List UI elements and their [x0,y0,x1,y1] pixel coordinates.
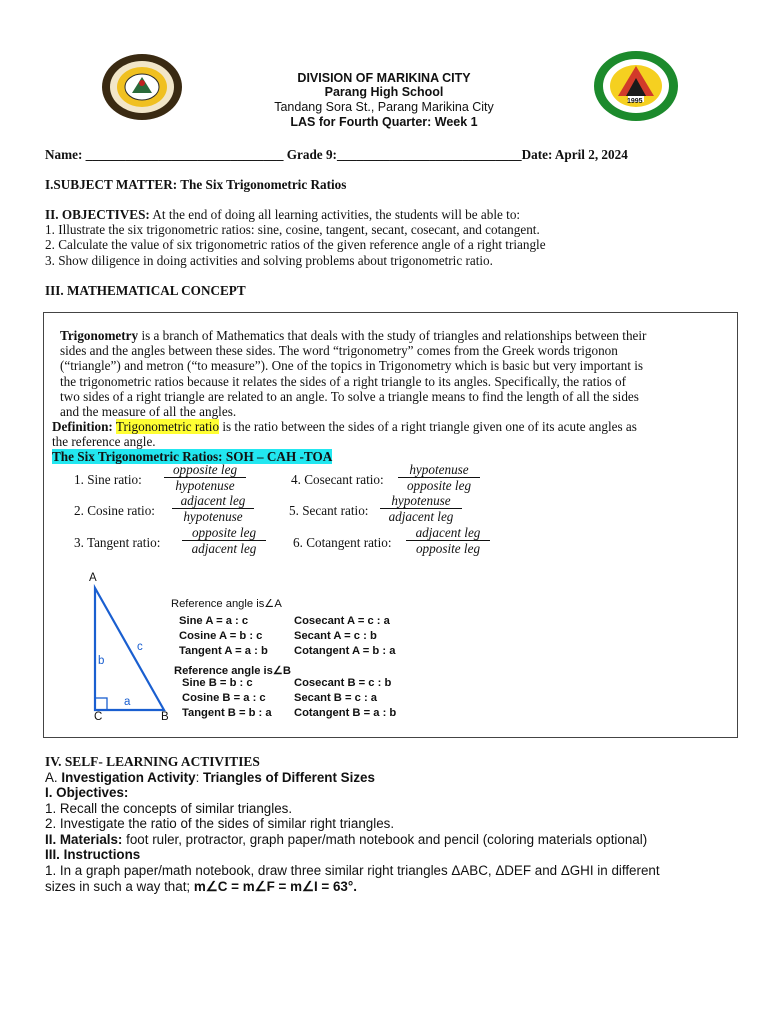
definition-text: is the ratio between the sides of a right triangle given one of its acute angles as [222,419,637,434]
denominator: adjacent leg [388,509,454,524]
paragraph-line: two sides of a right triangle are related to an angle. To solve a triangle means to find the length of all the sides [60,388,639,404]
side-a-label: a [124,696,131,708]
materials-line [45,832,647,847]
ratio-fraction [406,526,490,556]
angle-condition: m∠C = m∠F = m∠I = 63°. [193,879,357,894]
instruction-text: sizes in such a way that; [45,879,191,894]
objectives-label: II. OBJECTIVES: [45,207,150,222]
activity-objective-item: 1. Recall the concepts of similar triangles. [45,801,293,816]
materials-value: foot ruler, protractor, graph paper/math notebook and pencil (coloring materials optional) [126,832,648,847]
side-b-label: b [98,655,105,667]
objective-item: 2. Calculate the value of six trigonometric ratios of the given reference angle of a right triangle [45,237,546,252]
ref-a-row: Cosine A = b : c [179,630,263,642]
ratio-label: 3. Tangent ratio: [74,535,161,550]
numerator: hypotenuse [398,463,480,478]
paragraph-line: sides and the angles between these sides. The word “trigonometry” comes from the Greek words trigonon [60,343,618,359]
school-seal-icon [592,50,680,122]
instructions-heading: III. Instructions [45,847,141,862]
ratio-fraction [172,494,254,524]
ref-b-row: Secant B = c : a [294,692,378,704]
trigonometry-term: Trigonometry [60,328,139,343]
ratio-label: 6. Cotangent ratio: [293,535,392,550]
definition-term: Trigonometric ratio [115,419,220,434]
activities-heading: IV. SELF- LEARNING ACTIVITIES [45,754,260,769]
activity-objective-item: 2. Investigate the ratio of the sides of similar right triangles. [45,816,395,831]
ratio-label: 1. Sine ratio: [74,472,142,487]
definition-line2: the reference angle. [52,434,156,450]
definition-label: Definition: [52,419,113,434]
activity-title: Triangles of Different Sizes [203,770,375,785]
ref-a-row: Cotangent A = b : a [294,645,396,657]
activity-colon: : [195,770,204,785]
ref-b-row: Cosine B = a : c [182,692,266,704]
division-title: DIVISION OF MARIKINA CITY [297,71,471,85]
ratio-fraction [380,494,462,524]
instruction-line: 1. In a graph paper/math notebook, draw three similar right triangles ΔABC, ΔDEF and ΔGHI in different [45,863,660,878]
ratio-label: 4. Cosecant ratio: [291,472,384,487]
name-blank[interactable]: ______________________________ [85,147,284,162]
las-title: LAS for Fourth Quarter: Week 1 [290,115,478,129]
name-label: Name: [45,147,83,162]
numerator: adjacent leg [406,526,490,541]
trigonometry-paragraph [60,328,732,419]
denominator: adjacent leg [191,541,257,556]
paragraph-line: and the measure of all the angles. [60,404,237,420]
grade-blank[interactable]: ____________________________ [336,147,522,162]
ref-a-row: Cosecant A = c : a [294,615,390,627]
paragraph-line: (“triangle”) and metron (“to measure”). One of the topics in Trigonometry which is basic but very important is [60,358,644,374]
objective-item: 1. Illustrate the six trigonometric ratios: sine, cosine, tangent, secant, cosecant, and cotangent. [45,222,540,237]
denominator: hypotenuse [175,478,235,493]
ratio-label: 2. Cosine ratio: [74,503,155,518]
ratio-fraction [164,463,246,493]
grade-label: Grade 9: [286,147,337,162]
info-line [45,147,628,163]
ref-a-row: Sine A = a : c [179,615,249,627]
definition [52,419,732,449]
subject-label: I.SUBJECT MATTER: [45,177,178,192]
denominator: opposite leg [415,541,481,556]
ref-b-row: Cosecant B = c : b [294,677,392,689]
materials-label: II. Materials: [45,832,123,847]
denominator: hypotenuse [183,509,243,524]
subject-value: The Six Trigonometric Ratios [180,177,347,192]
vertex-c-label: C [94,711,103,723]
ref-b-row: Tangent B = b : a [182,707,272,719]
subject-matter [45,177,346,193]
objectives-intro [45,207,520,223]
ref-a-row: Tangent A = a : b [179,645,268,657]
ref-b-row: Sine B = b : c [182,677,253,689]
school-address: Tandang Sora St., Parang Marikina City [274,100,494,114]
school-seal-year: 1995 [627,98,643,105]
paragraph-line: is a branch of Mathematics that deals with the study of triangles and relationships between their [141,328,647,343]
ratio-fraction [398,463,480,493]
ref-a-row: Secant A = c : b [294,630,377,642]
numerator: opposite leg [164,463,246,478]
numerator: adjacent leg [172,494,254,509]
activity-objectives-heading: I. Objectives: [45,785,129,800]
activity-label: Investigation Activity [61,770,196,785]
paragraph-line: the trigonometric ratios because it relates the sides of a right triangle to its angles. Specifically, the ratios of [60,373,627,389]
numerator: opposite leg [182,526,266,541]
concept-heading: III. MATHEMATICAL CONCEPT [45,283,246,298]
numerator: hypotenuse [380,494,462,509]
ratio-label: 5. Secant ratio: [289,503,369,518]
ratio-fraction [182,526,266,556]
investigation-activity [45,770,375,785]
school-name: Parang High School [324,85,444,99]
objective-item: 3. Show diligence in doing activities and solving problems about trigonometric ratio. [45,253,493,268]
date-label: Date: April 2, 2024 [521,147,628,162]
reference-angle-b-title: Reference angle is∠B [174,665,291,677]
denominator: opposite leg [406,478,472,493]
six-ratios-heading-text: The Six Trigonometric Ratios: SOH – CAH -TOA [52,449,333,464]
side-c-label: c [137,641,143,653]
objectives-intro-text: At the end of doing all learning activities, the students will be able to: [152,207,521,222]
instruction-line-2 [45,879,357,895]
reference-angle-a-title: Reference angle is∠A [171,598,282,610]
vertex-b-label: B [161,711,169,723]
division-seal-icon [100,53,184,121]
vertex-a-label: A [89,572,97,584]
activity-prefix: A. [45,770,62,785]
ref-b-row: Cotangent B = a : b [294,707,397,719]
